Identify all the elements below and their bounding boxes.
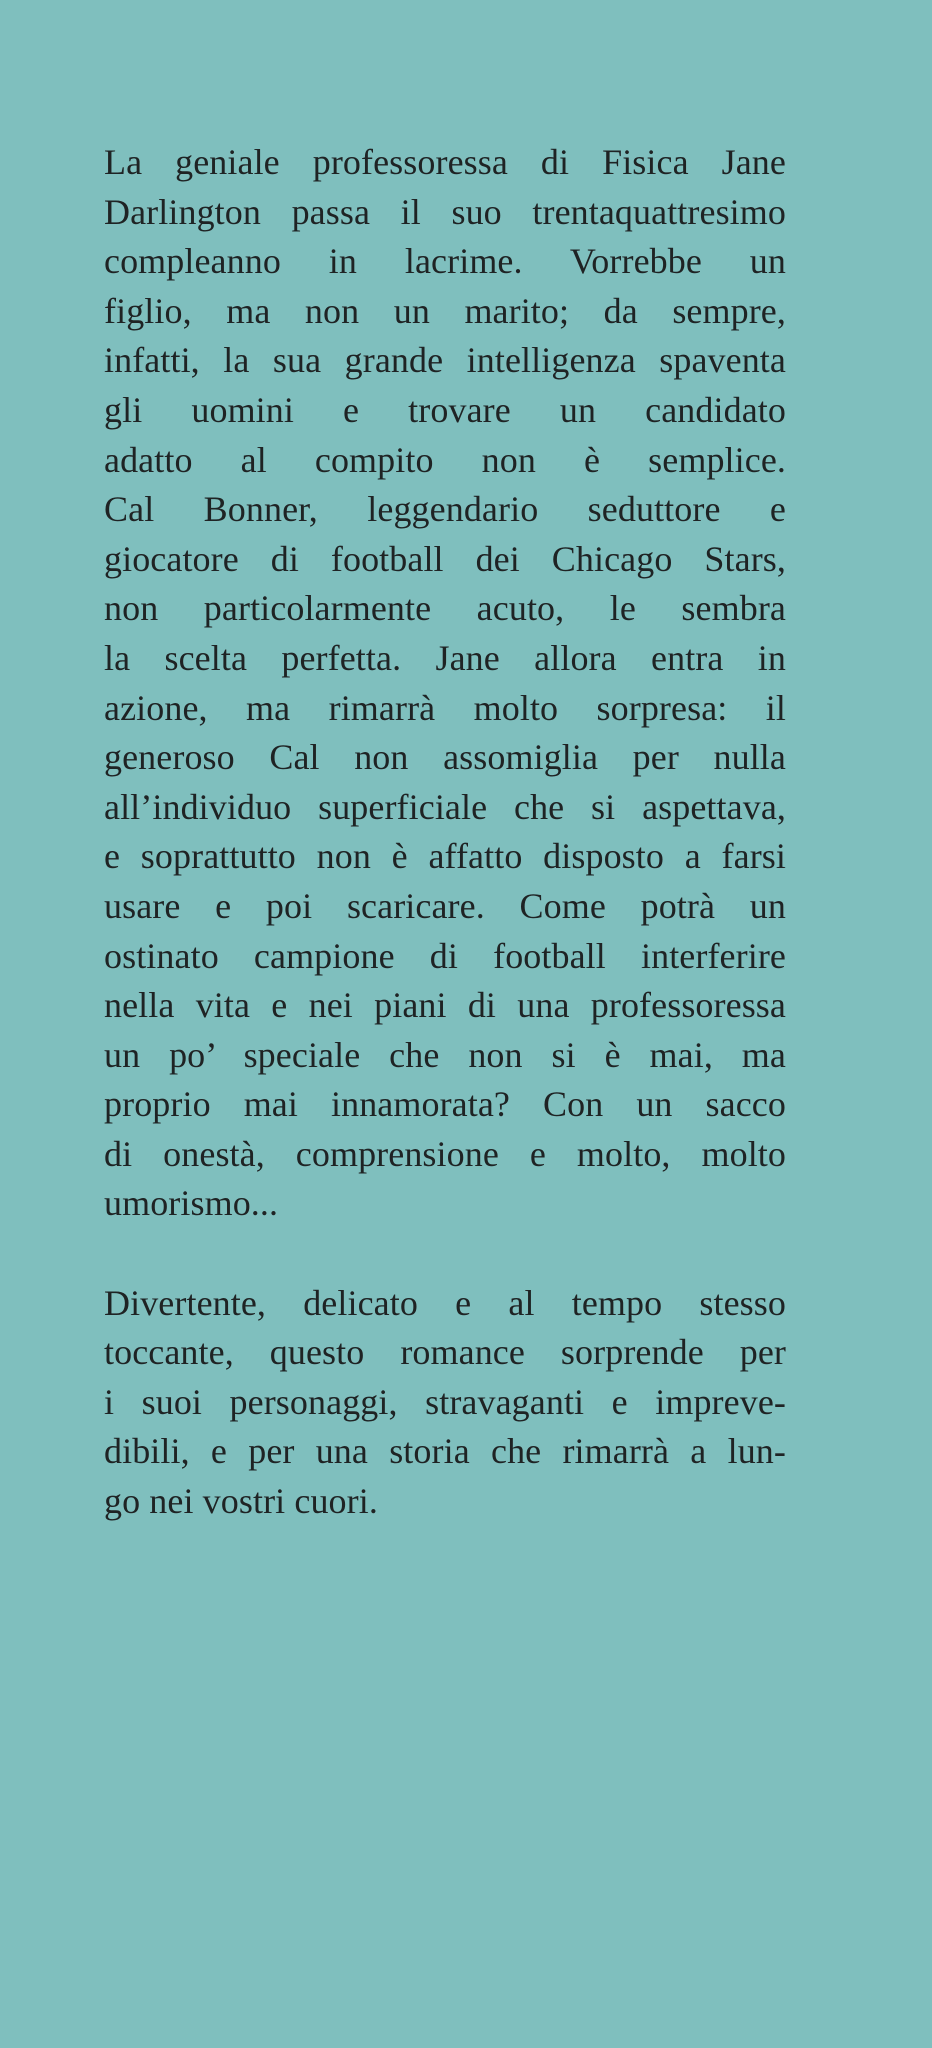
- synopsis-line: un po’ speciale che non si è mai, ma: [104, 1034, 786, 1075]
- synopsis-line: La geniale professoressa di Fisica Jane: [104, 142, 786, 182]
- synopsis-line: ostinato campione di football interferire: [104, 935, 786, 976]
- synopsis-line: infatti, la sua grande intelligenza spaventa: [104, 340, 786, 381]
- synopsis-line: Cal Bonner, leggendario seduttore e: [104, 489, 786, 530]
- synopsis-line: usare e poi scaricare. Come potrà un: [104, 885, 786, 926]
- synopsis-text-block: [104, 138, 786, 1527]
- synopsis-line: nella vita e nei piani di una professoressa: [104, 985, 786, 1026]
- synopsis-line: azione, ma rimarrà molto sorpresa: il: [104, 687, 786, 728]
- synopsis-line: umorismo...: [104, 1183, 279, 1224]
- synopsis-line: generoso Cal non assomiglia per nulla: [104, 737, 786, 778]
- review-line: go nei vostri cuori.: [104, 1481, 378, 1522]
- synopsis-line: di onestà, comprensione e molto, molto: [104, 1133, 786, 1174]
- synopsis-line: figlio, ma non un marito; da sempre,: [104, 290, 786, 331]
- synopsis-line: la scelta perfetta. Jane allora entra in: [104, 637, 786, 678]
- synopsis-line: e soprattutto non è affatto disposto a farsi: [104, 836, 786, 877]
- synopsis-line: all’individuo superficiale che si aspettava,: [104, 786, 786, 827]
- review-line: dibili, e per una storia che rimarrà a lun-: [104, 1431, 786, 1472]
- review-line: i suoi personaggi, stravaganti e impreve-: [104, 1381, 786, 1422]
- synopsis-line: compleanno in lacrime. Vorrebbe un: [104, 241, 786, 282]
- synopsis-line: giocatore di football dei Chicago Stars,: [104, 538, 786, 579]
- synopsis-line: non particolarmente acuto, le sembra: [104, 588, 786, 629]
- review-line: Divertente, delicato e al tempo stesso: [104, 1282, 786, 1323]
- synopsis-line: gli uomini e trovare un candidato: [104, 389, 786, 430]
- review-line: toccante, questo romance sorprende per: [104, 1332, 786, 1373]
- paragraph-spacer: [104, 1229, 786, 1279]
- synopsis-line: adatto al compito non è semplice.: [104, 439, 786, 480]
- synopsis-line: Darlington passa il suo trentaquattresimo: [104, 191, 786, 232]
- synopsis-line: proprio mai innamorata? Con un sacco: [104, 1084, 786, 1125]
